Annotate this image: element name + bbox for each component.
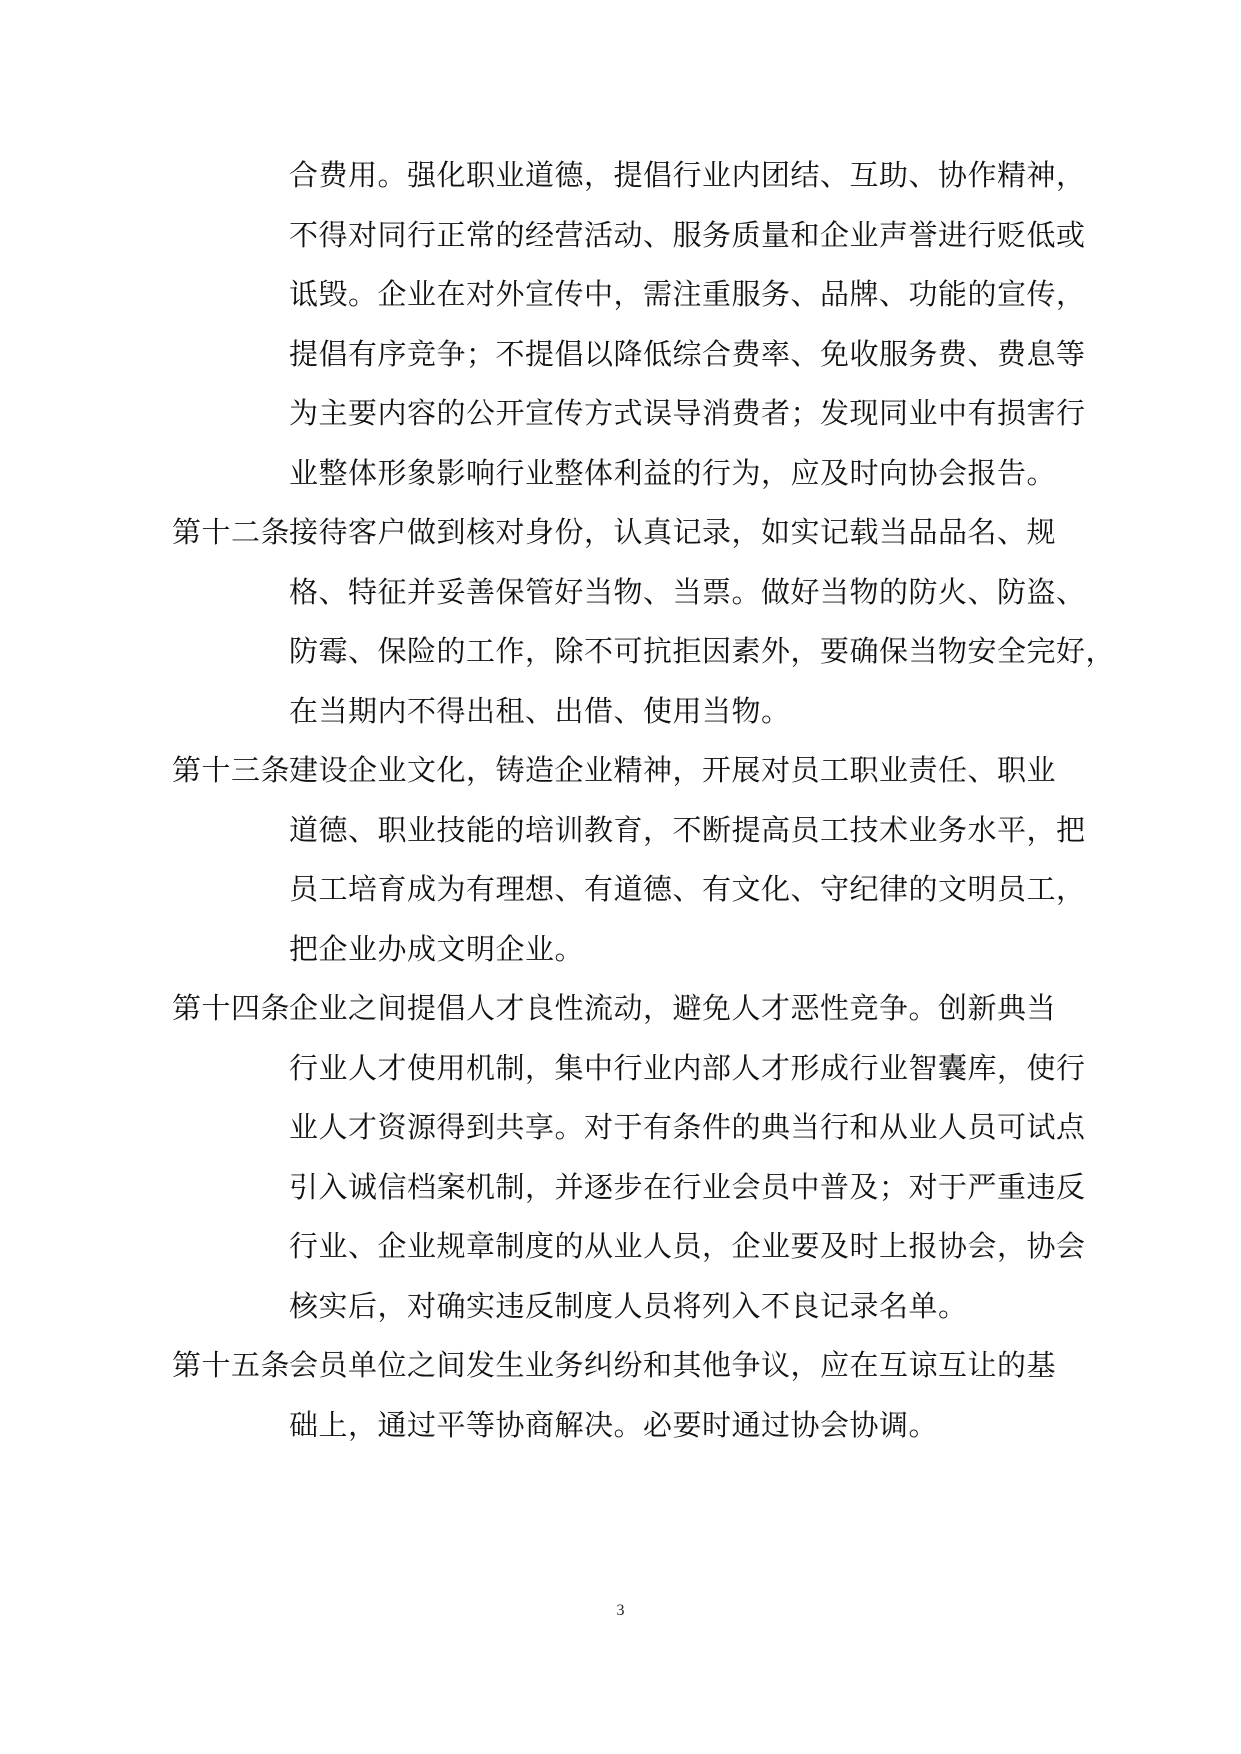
text-line: 础上，通过平等协商解决。必要时通过协会协调。 (289, 1407, 939, 1442)
text-line: 核实后，对确实违反制度人员将列入不良记录名单。 (289, 1288, 968, 1323)
article-13-first-line (172, 741, 1092, 801)
text-line: 格、特征并妥善保管好当物、当票。做好当物的防火、防盗、 (289, 574, 1086, 609)
text-line: 防霉、保险的工作，除不可抗拒因素外，要确保当物安全完好， (289, 634, 1116, 668)
text-segment: 接待客户做到核对身份，认真记录，如实记载当品品名、规 (289, 515, 1057, 549)
text-segment: 建设企业文化，铸造企业精神，开展对员工职业责任、职业 (289, 753, 1057, 787)
text-line: 合费用。强化职业道德，提倡行业内团结、互助、协作精神， (289, 158, 1086, 192)
text-line: 行业人才使用机制，集中行业内部人才形成行业智囊库，使行 (289, 1050, 1086, 1085)
text-segment: 企业之间提倡人才良性流动，避免人才恶性竞争。创新典当 (289, 991, 1057, 1025)
text-line: 行业、企业规章制度的从业人员，企业要及时上报协会，协会 (289, 1229, 1086, 1263)
text-line: 道德、职业技能的培训教育，不断提高员工技术业务水平，把 (289, 812, 1086, 847)
article-label: 第十三条 (172, 753, 291, 787)
text-segment: 会员单位之间发生业务纠纷和其他争议，应在互谅互让的基 (289, 1348, 1057, 1382)
article-12-first-line (172, 503, 1092, 563)
article-label: 第十二条 (172, 515, 291, 549)
text-line: 为主要内容的公开宣传方式误导消费者；发现同业中有损害行 (289, 396, 1086, 430)
text-line: 业整体形象影响行业整体利益的行为，应及时向协会报告。 (289, 455, 1057, 490)
article-label: 第十五条 (172, 1348, 291, 1382)
body-text (172, 146, 1116, 1455)
text-line: 诋毁。企业在对外宣传中，需注重服务、品牌、功能的宣传， (289, 277, 1086, 311)
article-label: 第十四条 (172, 991, 291, 1025)
page-number: 3 (616, 1602, 625, 1619)
text-line: 引入诚信档案机制，并逐步在行业会员中普及；对于严重违反 (289, 1169, 1086, 1204)
text-line: 把企业办成文明企业。 (289, 931, 585, 966)
article-14-first-line (172, 979, 1092, 1039)
text-line: 提倡有序竞争；不提倡以降低综合费率、免收服务费、费息等 (289, 336, 1086, 371)
text-line: 不得对同行正常的经营活动、服务质量和企业声誉进行贬低或 (289, 217, 1086, 252)
text-line: 业人才资源得到共享。对于有条件的典当行和从业人员可试点 (289, 1110, 1086, 1144)
text-line: 员工培育成为有理想、有道德、有文化、守纪律的文明员工， (289, 872, 1086, 906)
article-15-first-line (172, 1336, 1092, 1396)
text-line: 在当期内不得出租、出借、使用当物。 (289, 693, 791, 728)
